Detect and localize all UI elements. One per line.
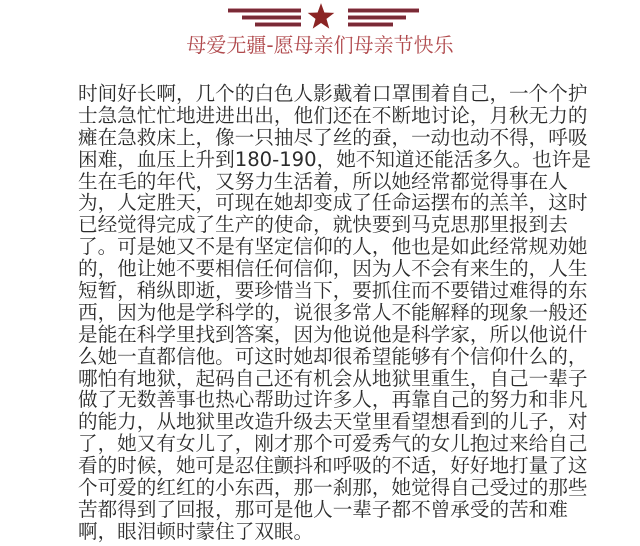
page-title: 母爱无疆-愿母亲们母亲节快乐: [186, 33, 454, 57]
star-icon: [307, 2, 335, 30]
article-line: 哪怕有地狱，起码自己还有机会从地狱里重生，自己一辈子: [78, 366, 588, 390]
decorative-line-right-2: [348, 16, 406, 19]
article-line: 做了无数善事也热心帮助过许多人，再靠自己的努力和非凡: [78, 388, 588, 412]
article-line: 瘫在急救床上，像一只抽尽了丝的蚕，一动也动不得，呼吸: [78, 125, 588, 149]
article-line: 已经觉得完成了生产的使命，就快要到马克思那里报到去: [78, 213, 568, 237]
article-line: 啊，眼泪顿时蒙住了双眼。: [78, 519, 314, 543]
article-line: 的能力，从地狱里改造升级去天堂里看望想看到的儿子，对: [78, 410, 588, 434]
article-line: 了，她又有女儿了，刚才那个可爱秀气的女儿抱过来给自己: [78, 432, 588, 456]
article-line: 困难，血压上升到180-190，她不知道还能活多久。也许是: [78, 147, 591, 171]
article-line: 士急急忙忙地进进出出，他们还在不断地讨论，月秋无力的: [78, 103, 588, 127]
article-line: 西，因为他是学科学的，说很多常人不能解释的现象一般还: [78, 300, 588, 324]
article-line: 了。可是她又不是有坚定信仰的人，他也是如此经常规劝她: [78, 235, 588, 259]
article-line: 么她一直都信他。可这时她却很希望能够有个信仰什么的，: [78, 344, 588, 368]
article-line: 个可爱的红红的小东西，那一刹那，她觉得自己受过的那些: [78, 476, 588, 500]
article-line: 苦都得到了回报，那可是他人一辈子都不曾承受的苦和难: [78, 497, 568, 521]
decorative-line-right-3: [348, 23, 393, 26]
decorative-line-left-2: [242, 16, 301, 19]
article-line: 为，人定胜天，可现在她却变成了任命运摆布的羔羊，这时: [78, 191, 588, 215]
decorative-line-left-3: [255, 23, 301, 26]
article-line: 生在毛的年代，又努力生活着，所以她经常都觉得事在人: [78, 169, 568, 193]
article-line: 的，他让她不要相信任何信仰，因为人不会有来生的，人生: [78, 257, 588, 281]
article-line: 是能在科学里找到答案，因为他说他是科学家，所以他说什: [78, 322, 588, 346]
article-body: [78, 82, 591, 543]
article-line: 看的时候，她可是忍住颤抖和呼吸的不适，好好地打量了这: [78, 454, 588, 478]
article-line: 时间好长啊，几个的白色人影戴着口罩围着自己，一个个护: [78, 82, 588, 105]
header-banner: [0, 0, 640, 64]
decorative-line-left-1: [228, 9, 301, 12]
decorative-line-right-1: [348, 9, 419, 12]
article-line: 短暂，稍纵即逝，要珍惜当下，要抓住而不要错过难得的东: [78, 279, 588, 303]
